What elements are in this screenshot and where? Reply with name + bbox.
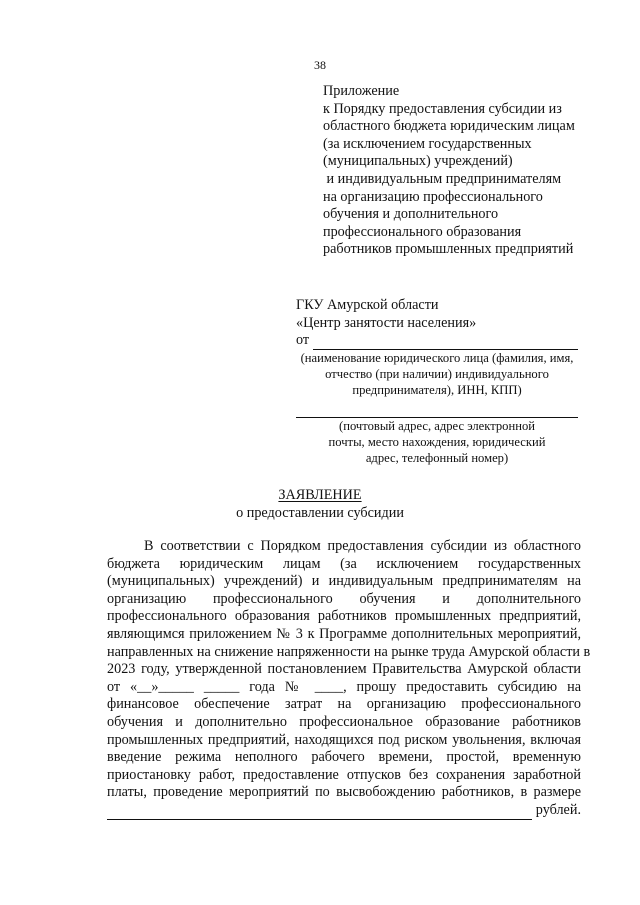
appendix-line: областного бюджета юридическим лицам — [323, 118, 575, 135]
applicant-name-field[interactable] — [313, 336, 578, 350]
body-line: бюджета юридическим лицам (за исключением государственных — [107, 555, 581, 572]
body-line: являющимся приложением № 3 к Программе дополнительных мероприятий, — [107, 625, 581, 642]
body-line: (муниципальных) учреждений) и индивидуальным предпринимателям на — [107, 573, 581, 590]
amount-row — [107, 802, 581, 820]
body-line: обучения и дополнительно профессиональное образование работников — [107, 713, 581, 730]
hint-line: (наименование юридического лица (фамилия, имя, — [300, 350, 574, 365]
from-label: от — [296, 332, 310, 349]
applicant-address-hint — [296, 418, 578, 466]
page-number: 38 — [314, 58, 326, 72]
body-line: направленных на снижение напряженности на рынке труда Амурской области в — [107, 643, 591, 660]
body-line: приостановку работ, предоставление отпусков без сохранения заработной — [107, 766, 581, 783]
recipient-org: ГКУ Амурской области — [296, 297, 439, 313]
body-line: от «__»_____ _____ года № ____, прошу предоставить субсидию на — [107, 678, 581, 695]
statement-title: ЗАЯВЛЕНИЕ — [278, 487, 362, 503]
applicant-name-hint — [296, 350, 578, 398]
recipient-block — [296, 297, 596, 466]
appendix-line: профессионального образования — [323, 223, 522, 240]
appendix-line: к Порядку предоставления субсидии из — [323, 100, 562, 117]
statement-title-block — [0, 487, 640, 522]
body-line: организацию профессионального обучения и дополнительного — [107, 590, 581, 607]
hint-line: почты, место нахождения, юридический — [328, 434, 546, 449]
recipient-org-name: «Центр занятости населения» — [296, 314, 477, 331]
statement-subtitle: о предоставлении субсидии — [236, 504, 404, 521]
body-line: промышленных предприятий, находящихся под риском увольнения, включая — [107, 731, 581, 748]
body-line: В соответствии с Порядком предоставления субсидии из областного — [144, 538, 581, 554]
appendix-line: и индивидуальным предпринимателям — [323, 170, 562, 187]
body-line: финансовое обеспечение затрат на организацию профессионального — [107, 696, 581, 713]
body-line: введение режима неполного рабочего времени, простой, временную — [107, 749, 581, 766]
hint-line: (почтовый адрес, адрес электронной — [339, 418, 535, 433]
hint-line: предпринимателя), ИНН, КПП) — [352, 382, 522, 397]
appendix-line: обучения и дополнительного — [323, 206, 499, 223]
appendix-line: (за исключением государственных — [323, 135, 532, 152]
subsidy-amount-field[interactable] — [107, 806, 532, 820]
appendix-line: работников промышленных предприятий — [323, 241, 574, 258]
appendix-line: (муниципальных) учреждений) — [323, 153, 513, 170]
amount-currency: рублей. — [535, 801, 581, 818]
body-line: профессионального образования работников промышленных предприятий, — [107, 608, 581, 625]
appendix-header — [323, 83, 623, 259]
appendix-line: Приложение — [323, 83, 400, 99]
hint-line: отчество (при наличии) индивидуального — [325, 366, 549, 381]
statement-body — [107, 538, 591, 820]
appendix-line: на организацию профессионального — [323, 188, 543, 205]
body-line: 2023 году, утвержденной постановлением Правительства Амурской области — [107, 661, 581, 678]
body-line: платы, проведение мероприятий по высвобождению работников, в размере — [107, 784, 581, 801]
from-row — [296, 332, 578, 350]
hint-line: адрес, телефонный номер) — [365, 450, 509, 465]
